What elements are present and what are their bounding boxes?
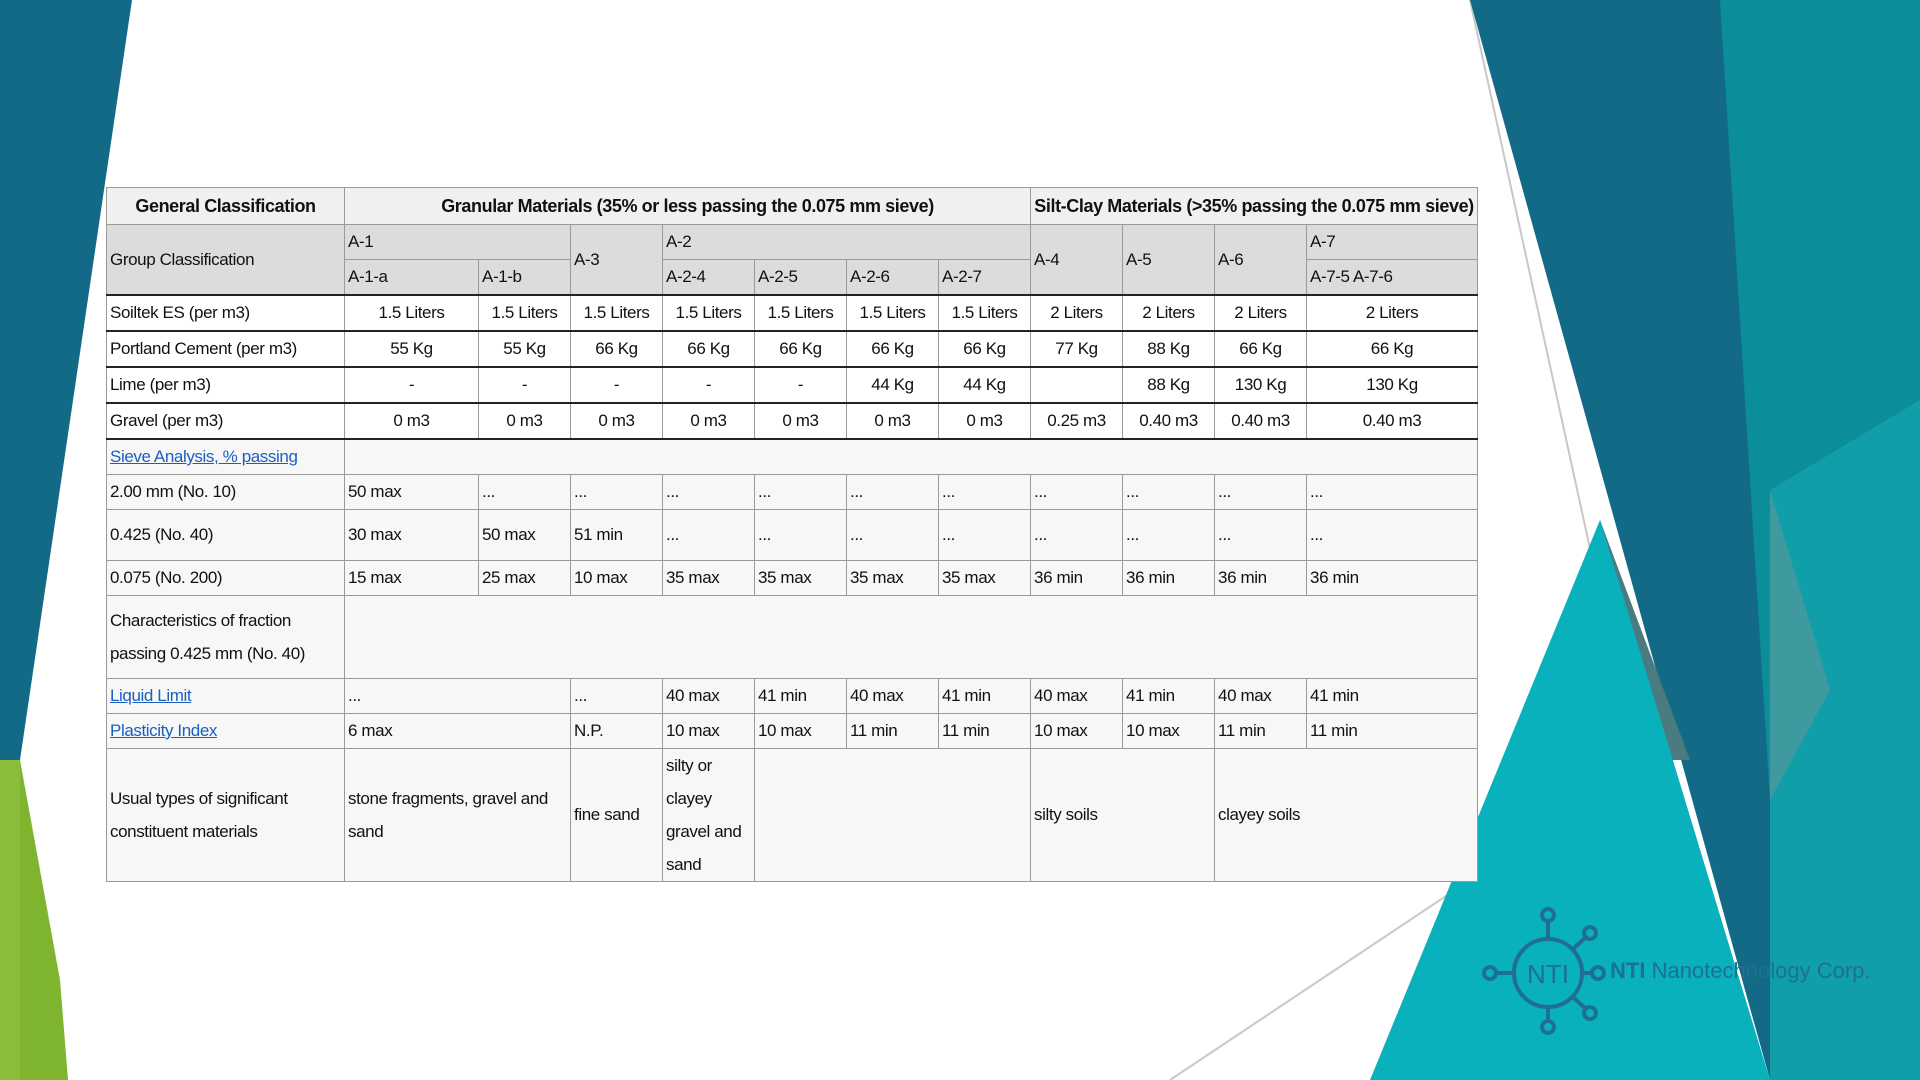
- table-cell: 66 Kg: [939, 331, 1031, 367]
- table-cell: ...: [755, 475, 847, 510]
- group-a3: A-3: [571, 225, 663, 296]
- table-cell: ...: [1123, 510, 1215, 561]
- usual-types-label: Usual types of significant constituent materials: [107, 749, 345, 882]
- row-label: 0.425 (No. 40): [107, 510, 345, 561]
- table-cell: clayey soils: [1215, 749, 1478, 882]
- table-cell: 88 Kg: [1123, 331, 1215, 367]
- table-cell: 1.5 Liters: [755, 295, 847, 331]
- aashto-classification-table: [106, 187, 1478, 882]
- table-cell: 41 min: [1123, 679, 1215, 714]
- group-a27: A-2-7: [939, 260, 1031, 296]
- table-cell: 66 Kg: [571, 331, 663, 367]
- sieve-analysis-link[interactable]: Sieve Analysis, % passing: [110, 447, 298, 466]
- table-cell: 1.5 Liters: [939, 295, 1031, 331]
- table-cell: 11 min: [939, 714, 1031, 749]
- table-cell: ...: [939, 510, 1031, 561]
- general-classification-header: General Classification: [107, 188, 345, 225]
- table-cell: 10 max: [755, 714, 847, 749]
- table-cell: ...: [663, 475, 755, 510]
- characteristics-row: [107, 596, 1478, 679]
- table-cell: ...: [1123, 475, 1215, 510]
- table-cell: ...: [345, 679, 571, 714]
- no10-row: [107, 475, 1478, 510]
- table-cell: 11 min: [847, 714, 939, 749]
- classification-table-wrapper: [106, 187, 1477, 882]
- liquid-limit-row: [107, 679, 1478, 714]
- table-cell: 66 Kg: [755, 331, 847, 367]
- table-cell: 36 min: [1123, 561, 1215, 596]
- table-cell: 0.40 m3: [1123, 403, 1215, 439]
- table-cell: [755, 749, 1031, 882]
- table-cell: 40 max: [1215, 679, 1307, 714]
- group-a4: A-4: [1031, 225, 1123, 296]
- table-cell: 66 Kg: [1215, 331, 1307, 367]
- table-cell: N.P.: [571, 714, 663, 749]
- table-cell: -: [345, 367, 479, 403]
- group-classification-label: Group Classification: [107, 225, 345, 296]
- table-cell: 0 m3: [663, 403, 755, 439]
- table-cell: stone fragments, gravel and sand: [345, 749, 571, 882]
- cement-row: [107, 331, 1478, 367]
- row-label: Gravel (per m3): [107, 403, 345, 439]
- table-cell: 66 Kg: [663, 331, 755, 367]
- table-cell: 40 max: [847, 679, 939, 714]
- table-cell: 1.5 Liters: [847, 295, 939, 331]
- table-cell: silty soils: [1031, 749, 1215, 882]
- plasticity-index-cell: [107, 714, 345, 749]
- sieve-analysis-cell: [107, 439, 345, 475]
- silt-clay-materials-header: Silt-Clay Materials (>35% passing the 0.075 mm sieve): [1031, 188, 1478, 225]
- lime-row: [107, 367, 1478, 403]
- table-cell: ...: [1031, 510, 1123, 561]
- group-a6: A-6: [1215, 225, 1307, 296]
- table-cell: 55 Kg: [345, 331, 479, 367]
- group-a1a: A-1-a: [345, 260, 479, 296]
- no200-row: [107, 561, 1478, 596]
- table-cell: 0 m3: [847, 403, 939, 439]
- table-cell: ...: [847, 510, 939, 561]
- table-cell: 55 Kg: [479, 331, 571, 367]
- table-cell: 50 max: [479, 510, 571, 561]
- table-cell: 36 min: [1215, 561, 1307, 596]
- table-cell: 40 max: [663, 679, 755, 714]
- table-cell: 0.40 m3: [1215, 403, 1307, 439]
- table-cell: 15 max: [345, 561, 479, 596]
- table-cell: ...: [1215, 510, 1307, 561]
- row-label: Portland Cement (per m3): [107, 331, 345, 367]
- group-row-1: [107, 225, 1478, 260]
- table-cell: 0 m3: [755, 403, 847, 439]
- group-a2: A-2: [663, 225, 1031, 260]
- table-cell: 11 min: [1307, 714, 1478, 749]
- table-cell: 44 Kg: [939, 367, 1031, 403]
- company-suffix: Nanotechnology Corp.: [1651, 958, 1871, 983]
- table-cell: 36 min: [1031, 561, 1123, 596]
- plasticity-index-row: [107, 714, 1478, 749]
- liquid-limit-link[interactable]: Liquid Limit: [110, 686, 192, 705]
- brand-name: NTI: [1610, 958, 1646, 983]
- table-cell: ...: [847, 475, 939, 510]
- table-cell: 35 max: [755, 561, 847, 596]
- table-cell: 0 m3: [345, 403, 479, 439]
- table-cell: 88 Kg: [1123, 367, 1215, 403]
- no40-row: [107, 510, 1478, 561]
- table-cell: 0 m3: [939, 403, 1031, 439]
- table-cell: 0 m3: [571, 403, 663, 439]
- usual-types-row: [107, 749, 1478, 882]
- table-cell: 10 max: [571, 561, 663, 596]
- header-row: [107, 188, 1478, 225]
- group-a25: A-2-5: [755, 260, 847, 296]
- table-cell: 2 Liters: [1123, 295, 1215, 331]
- logo-mark-text: NTI: [1527, 959, 1569, 989]
- table-cell: ...: [1307, 510, 1478, 561]
- table-cell: 66 Kg: [1307, 331, 1478, 367]
- table-cell: 2 Liters: [1215, 295, 1307, 331]
- sieve-analysis-row: [107, 439, 1478, 475]
- table-cell: ...: [1215, 475, 1307, 510]
- group-a75-a76: A-7-5 A-7-6: [1307, 260, 1478, 296]
- table-cell: 2 Liters: [1031, 295, 1123, 331]
- gravel-row: [107, 403, 1478, 439]
- table-cell: 6 max: [345, 714, 571, 749]
- table-cell: ...: [571, 475, 663, 510]
- table-cell: 1.5 Liters: [345, 295, 479, 331]
- group-a1b: A-1-b: [479, 260, 571, 296]
- table-cell: 0.40 m3: [1307, 403, 1478, 439]
- table-cell: 2 Liters: [1307, 295, 1478, 331]
- table-cell: 130 Kg: [1215, 367, 1307, 403]
- table-cell: [345, 439, 1478, 475]
- table-cell: 44 Kg: [847, 367, 939, 403]
- plasticity-index-link[interactable]: Plasticity Index: [110, 721, 217, 740]
- characteristics-label: Characteristics of fraction passing 0.425 mm (No. 40): [107, 596, 345, 679]
- table-cell: 25 max: [479, 561, 571, 596]
- granular-materials-header: Granular Materials (35% or less passing the 0.075 mm sieve): [345, 188, 1031, 225]
- table-cell: [1031, 367, 1123, 403]
- table-cell: -: [479, 367, 571, 403]
- table-cell: 10 max: [1123, 714, 1215, 749]
- row-label: 2.00 mm (No. 10): [107, 475, 345, 510]
- company-name: [1610, 958, 1871, 984]
- table-cell: -: [663, 367, 755, 403]
- row-label: 0.075 (No. 200): [107, 561, 345, 596]
- row-label: Soiltek ES (per m3): [107, 295, 345, 331]
- table-cell: -: [755, 367, 847, 403]
- soiltek-row: [107, 295, 1478, 331]
- table-cell: 50 max: [345, 475, 479, 510]
- group-a5: A-5: [1123, 225, 1215, 296]
- table-cell: 41 min: [1307, 679, 1478, 714]
- group-a7: A-7: [1307, 225, 1478, 260]
- table-cell: ...: [479, 475, 571, 510]
- group-a26: A-2-6: [847, 260, 939, 296]
- table-cell: 40 max: [1031, 679, 1123, 714]
- table-cell: 10 max: [1031, 714, 1123, 749]
- row-label: Lime (per m3): [107, 367, 345, 403]
- table-cell: 41 min: [755, 679, 847, 714]
- table-cell: 35 max: [939, 561, 1031, 596]
- table-cell: 10 max: [663, 714, 755, 749]
- left-green-lower: [20, 760, 68, 1080]
- group-a24: A-2-4: [663, 260, 755, 296]
- table-cell: [345, 596, 1478, 679]
- table-cell: ...: [663, 510, 755, 561]
- table-cell: 0.25 m3: [1031, 403, 1123, 439]
- group-a1: A-1: [345, 225, 571, 260]
- table-cell: silty or clayey gravel and sand: [663, 749, 755, 882]
- table-cell: 35 max: [663, 561, 755, 596]
- table-cell: ...: [571, 679, 663, 714]
- table-cell: 130 Kg: [1307, 367, 1478, 403]
- table-cell: 1.5 Liters: [663, 295, 755, 331]
- table-cell: 11 min: [1215, 714, 1307, 749]
- table-cell: -: [571, 367, 663, 403]
- table-cell: 36 min: [1307, 561, 1478, 596]
- table-cell: 41 min: [939, 679, 1031, 714]
- table-cell: 66 Kg: [847, 331, 939, 367]
- table-cell: 51 min: [571, 510, 663, 561]
- table-cell: 1.5 Liters: [571, 295, 663, 331]
- table-cell: ...: [755, 510, 847, 561]
- liquid-limit-cell: [107, 679, 345, 714]
- table-cell: 30 max: [345, 510, 479, 561]
- table-cell: 1.5 Liters: [479, 295, 571, 331]
- table-cell: 35 max: [847, 561, 939, 596]
- table-cell: ...: [939, 475, 1031, 510]
- table-cell: 77 Kg: [1031, 331, 1123, 367]
- table-cell: ...: [1307, 475, 1478, 510]
- table-cell: fine sand: [571, 749, 663, 882]
- table-cell: ...: [1031, 475, 1123, 510]
- table-cell: 0 m3: [479, 403, 571, 439]
